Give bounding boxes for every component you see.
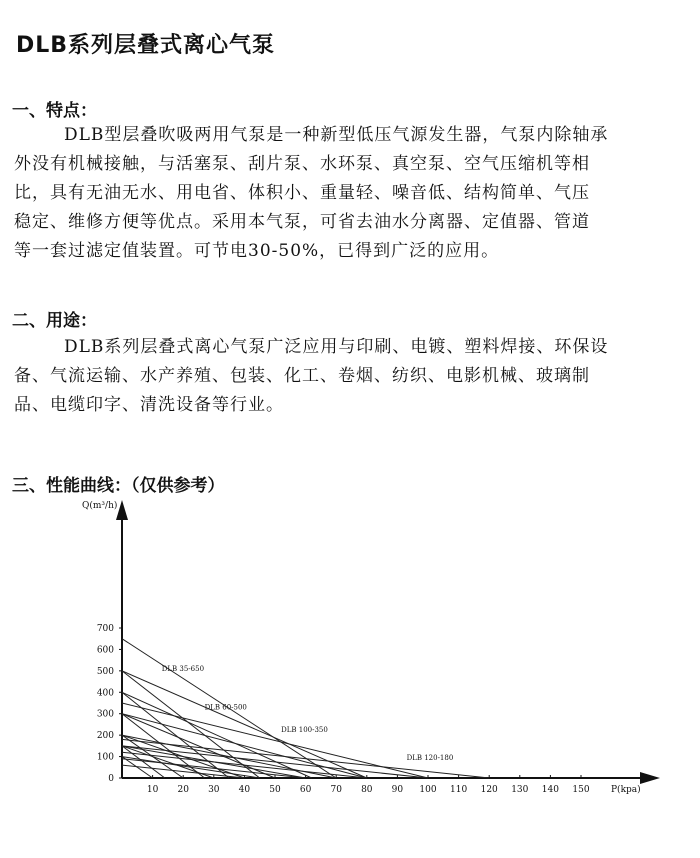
x-tick-label: 40 — [238, 785, 251, 795]
x-tick-label: 70 — [330, 785, 342, 795]
usage-line: 备、气流运输、水产养殖、包装、化工、卷烟、纺织、电影机械、玻璃制 — [14, 366, 590, 386]
x-tick-label: 90 — [391, 785, 404, 795]
y-tick-label: 100 — [96, 752, 114, 763]
x-tick-label: 130 — [511, 785, 529, 795]
y-tick-label: 500 — [96, 666, 114, 677]
x-axis-label: P(kpa) — [611, 785, 641, 795]
y-tick-label: 700 — [96, 623, 114, 634]
x-tick-label: 150 — [572, 785, 590, 795]
section-heading-curves: 三、性能曲线：（仅供参考） — [12, 476, 225, 496]
x-axis-arrow-icon — [640, 772, 660, 784]
features-line: 等一套过滤定值装置。可节电30-50%，已得到广泛的应用。 — [14, 241, 500, 261]
curve-line — [122, 714, 367, 778]
y-tick-label: 400 — [96, 688, 114, 699]
curve-line — [122, 757, 153, 778]
page-title: DLB系列层叠式离心气泵 — [16, 33, 276, 58]
series-label: DLB 100-350 — [281, 725, 328, 734]
curve-line — [122, 714, 205, 778]
features-paragraph — [14, 121, 684, 266]
section-heading-features: 一、特点： — [12, 101, 97, 121]
curve-line — [122, 752, 367, 778]
y-axis-arrow-icon — [116, 500, 128, 520]
x-tick-label: 60 — [299, 785, 312, 795]
x-tick-label: 10 — [146, 785, 159, 795]
features-line: DLB型层叠吹吸两用气泵是一种新型低压气源发生器，气泵内除轴承 — [64, 125, 609, 145]
x-tick-label: 120 — [480, 785, 498, 795]
usage-line: DLB系列层叠式离心气泵广泛应用与印刷、电镀、塑料焊接、环保设 — [64, 337, 609, 357]
y-tick-label: 200 — [96, 731, 114, 742]
y-tick-label: 300 — [96, 709, 114, 720]
features-line: 稳定、维修方便等优点。采用本气泵，可省去油水分离器、定值器、管道 — [14, 212, 590, 232]
features-line: 比，具有无油无水、用电省、体积小、重量轻、噪音低、结构简单、气压 — [14, 183, 590, 203]
series-label: DLB 35-650 — [161, 664, 205, 673]
y-tick-label: 600 — [96, 645, 114, 656]
x-tick-label: 100 — [419, 785, 437, 795]
y-axis-label: Q(m³/h) — [82, 501, 118, 511]
section-heading-usage: 二、用途： — [12, 311, 97, 331]
x-tick-label: 140 — [541, 785, 559, 795]
usage-line: 品、电缆印字、清洗设备等行业。 — [14, 395, 284, 415]
x-tick-label: 80 — [361, 785, 373, 795]
x-tick-label: 30 — [208, 785, 220, 795]
performance-curve-chart — [0, 490, 700, 810]
usage-paragraph — [14, 333, 684, 420]
x-tick-label: 20 — [177, 785, 189, 795]
x-tick-label: 110 — [450, 785, 468, 795]
x-tick-label: 50 — [269, 785, 281, 795]
series-label: DLB 120-180 — [406, 753, 454, 762]
series-label: DLB 60-500 — [204, 703, 247, 712]
y-tick-label: 0 — [108, 774, 114, 784]
features-line: 外没有机械接触，与活塞泵、刮片泵、水环泵、真空泵、空气压缩机等相 — [14, 154, 590, 174]
